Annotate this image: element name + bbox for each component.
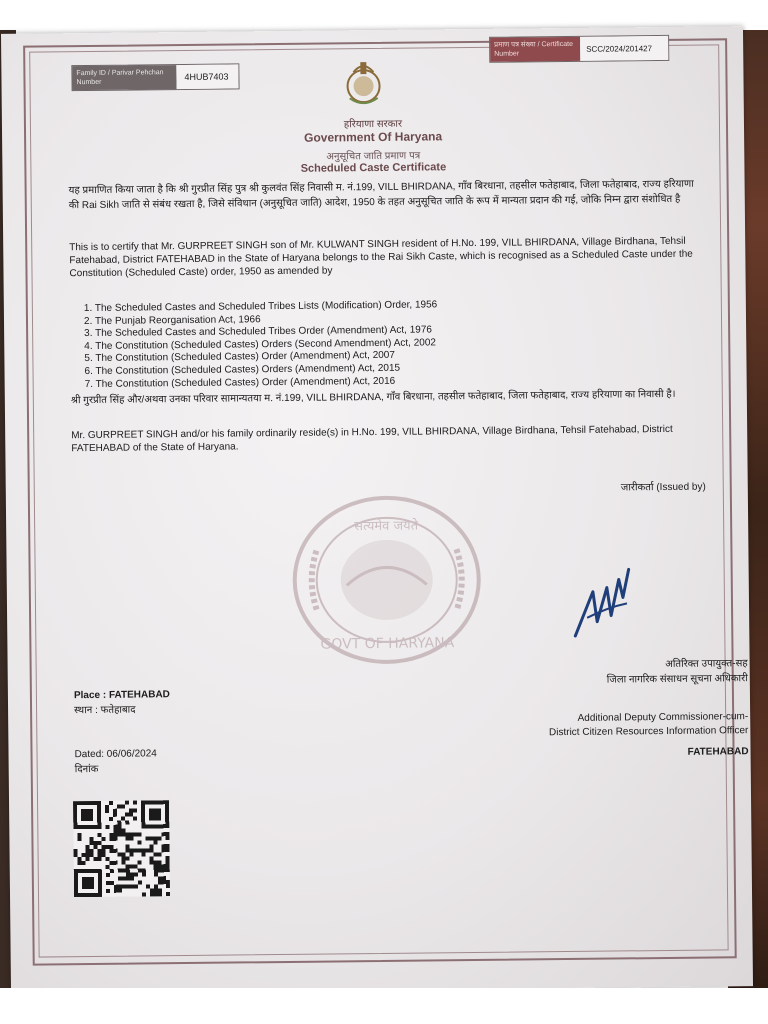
government-title: Government Of Haryana — [303, 129, 443, 145]
certificate-title-hindi: अनुसूचित जाति प्रमाण पत्र — [326, 150, 421, 163]
amendment-item: 1. The Scheduled Castes and Scheduled Tribes Lists (Modification) Order, 1956 — [83, 299, 438, 315]
amendment-item: 6. The Constitution (Scheduled Castes) Orders (Amendment) Act, 2015 — [84, 362, 401, 378]
family-id-box — [71, 63, 239, 91]
officer-line: Additional Deputy Commissioner-cum- — [577, 711, 749, 724]
amendment-item: 5. The Constitution (Scheduled Castes) Order (Amendment) Act, 2007 — [84, 350, 395, 365]
certificate-number-value: SCC/2024/201427 — [580, 36, 668, 61]
officer-designation-hindi — [478, 656, 748, 689]
certificate-number-box — [489, 35, 669, 63]
certification-paragraph: This is to certify that Mr. GURPREET SINGH son of Mr. KULWANT SINGH resident of H.No. 199, VILL BHIRDANA, Village Birdhana, Tehsil Fatehabad, District FATEHABAD in the State of Haryana belongs to the Rai Sikh Caste, which is recognised as a Scheduled Caste under the Constitution (Scheduled Caste) order, 1950 as amended by — [69, 235, 693, 280]
residence-paragraph: Mr. GURPREET SINGH and/or his family ordinarily reside(s) in H.No. 199, VILL BHIRDANA, Village Birdhana, Tehsil Fatehabad, District FATEHABAD of the State of Haryana. — [71, 423, 673, 455]
date-block — [74, 746, 157, 777]
issued-by-label: जारीकर्ता (Issued by) — [620, 481, 706, 494]
place-label-hindi: स्थान : फतेहाबाद — [74, 704, 136, 717]
place-block — [74, 687, 170, 718]
bottom-margin — [0, 988, 768, 1024]
certificate-title: Scheduled Caste Certificate — [300, 161, 447, 175]
officer-place: FATEHABAD — [687, 746, 749, 758]
officer-designation — [438, 710, 748, 741]
signature-icon — [567, 557, 648, 648]
officer-hindi-line: जिला नागरिक संसाधन सूचना अधिकारी — [606, 673, 748, 686]
seal-text-bottom: GOVT OF HARYANA — [320, 635, 455, 653]
amendment-item: 3. The Scheduled Castes and Scheduled Tribes Order (Amendment) Act, 1976 — [84, 324, 432, 340]
certification-paragraph-hindi: यह प्रमाणित किया जाता है कि श्री गुरप्रीत सिंह पुत्र श्री कुलवंत सिंह निवासी म. नं.199, VILL BHIRDANA, गाँव बिरधाना, तहसील फतेहाबाद, जिला फतेहाबाद, राज्य हरियाणा की Rai Sikh जाति से संबंध रखता है, जिसे संविधान (अनुसूचित जाति) आदेश, 1950 के तहत अनुसूचित जाति के रूप में मान्यता प्रदान की गई, जोकि निम्न द्वारा संशोधित है — [68, 178, 694, 212]
certificate-paper — [1, 26, 753, 994]
officer-line: District Citizen Resources Information Officer — [548, 725, 749, 739]
seal-text-top: सत्यमेव जयते — [354, 518, 419, 535]
date-label: Dated: 06/06/2024 — [74, 748, 157, 761]
residence-paragraph-hindi: श्री गुरप्रीत सिंह और/अथवा उनका परिवार सामान्यतया म. नं.199, VILL BHIRDANA, गाँव बिरधाना, तहसील फतेहाबाद, जिला फतेहाबाद, राज्य हरियाणा का निवासी है। — [70, 388, 676, 407]
place-label: Place : FATEHABAD — [73, 689, 170, 702]
government-seal-icon — [286, 489, 488, 671]
government-title-hindi: हरियाणा सरकार — [343, 118, 403, 131]
family-id-label: Family ID / Parivar Pehchan Number — [72, 65, 176, 90]
amendment-item: 7. The Constitution (Scheduled Castes) Order (Amendment) Act, 2016 — [84, 375, 396, 390]
amendment-item: 2. The Punjab Reorganisation Act, 1966 — [83, 313, 261, 327]
haryana-emblem-icon — [339, 58, 388, 108]
date-label-hindi: दिनांक — [74, 763, 99, 776]
certificate-number-label: प्रमाण पत्र संख्या / Certificate Number — [490, 37, 580, 62]
qr-code-icon[interactable] — [73, 800, 170, 897]
officer-hindi-line: अतिरिक्त उपायुक्त-सह — [665, 658, 748, 670]
amendment-item: 4. The Constitution (Scheduled Castes) Orders (Second Amendment) Act, 2002 — [84, 337, 436, 352]
family-id-value: 4HUB7403 — [176, 64, 238, 89]
amendment-list — [84, 298, 605, 392]
